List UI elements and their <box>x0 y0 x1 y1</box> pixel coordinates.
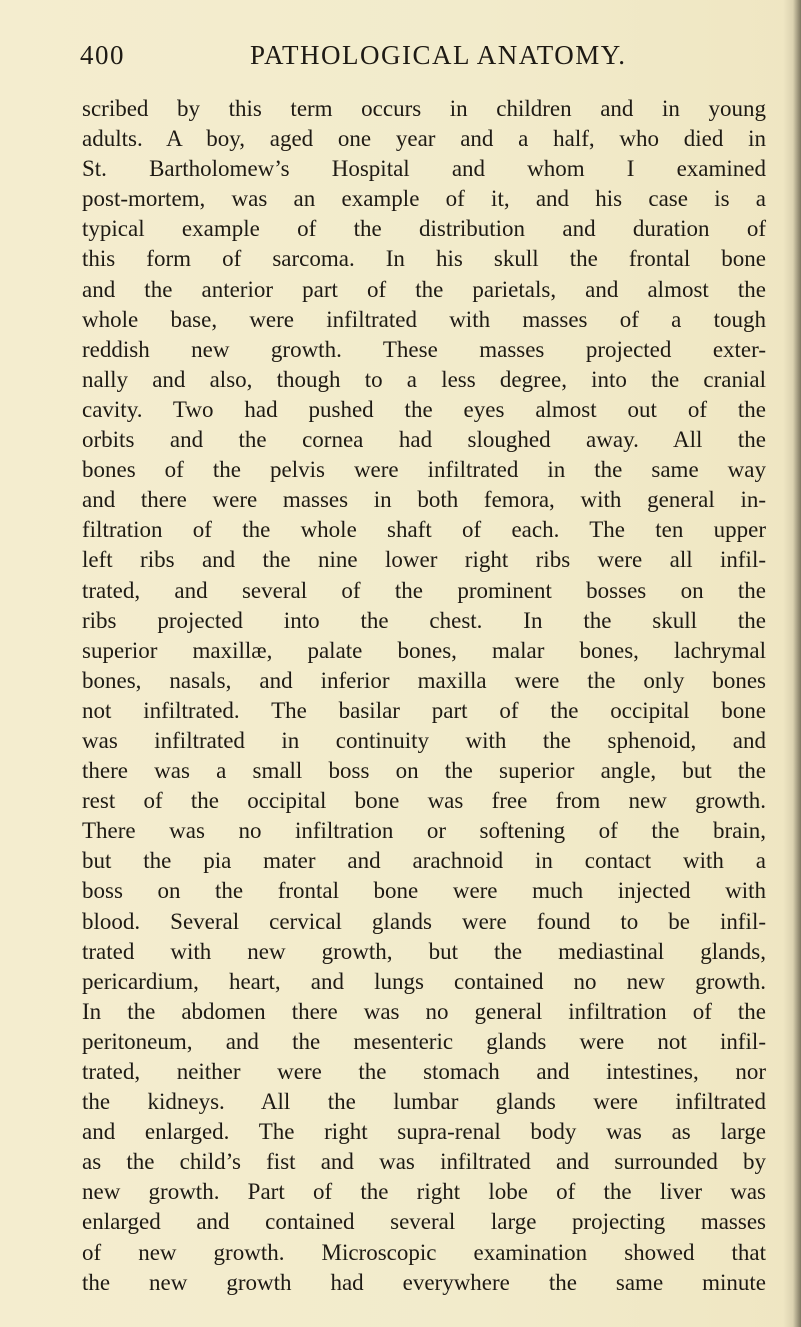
text-line: was infiltrated in continuity with the sphenoid, and <box>82 727 766 753</box>
text-line: post-mortem, was an example of it, and his case is a <box>82 186 766 212</box>
text-line: typical example of the distribution and duration of <box>82 216 766 242</box>
text-line: blood. Several cervical glands were found to be infil- <box>82 908 766 934</box>
text-line: this form of sarcoma. In his skull the frontal bone <box>82 246 766 272</box>
text-line: superior maxillæ, palate bones, malar bones, lachrymal <box>82 637 766 663</box>
text-line: bones, nasals, and inferior maxilla were the only bones <box>82 667 766 693</box>
text-line: adults. A boy, aged one year and a half, who died in <box>82 126 766 152</box>
text-line: rest of the occipital bone was free from new growth. <box>82 788 766 814</box>
text-line: In the abdomen there was no general infiltration of the <box>82 998 766 1024</box>
text-line: pericardium, heart, and lungs contained no new growth. <box>82 968 766 994</box>
text-line: trated with new growth, but the mediastinal glands, <box>82 938 766 964</box>
text-line: peritoneum, and the mesenteric glands were not infil- <box>82 1028 766 1054</box>
text-line: There was no infiltration or softening of the brain, <box>82 818 766 844</box>
text-line: cavity. Two had pushed the eyes almost out of the <box>82 396 766 422</box>
text-line: and there were masses in both femora, with general in- <box>82 487 766 513</box>
text-line: reddish new growth. These masses projected exter- <box>82 336 766 362</box>
text-line: nally and also, though to a less degree, into the cranial <box>82 366 766 392</box>
text-line: the new growth had everywhere the same minute <box>82 1269 766 1295</box>
text-line: filtration of the whole shaft of each. The ten upper <box>82 517 766 543</box>
text-line: and the anterior part of the parietals, and almost the <box>82 276 766 302</box>
text-line: scribed by this term occurs in children and in young <box>82 96 766 121</box>
body-text <box>82 94 766 1298</box>
text-line: left ribs and the nine lower right ribs were all infil- <box>82 547 766 573</box>
text-line: the kidneys. All the lumbar glands were infiltrated <box>82 1089 766 1115</box>
text-line: new growth. Part of the right lobe of the liver was <box>82 1179 766 1205</box>
text-line: there was a small boss on the superior angle, but the <box>82 758 766 784</box>
page-header <box>80 40 740 80</box>
text-line: and enlarged. The right supra-renal body was as large <box>82 1119 766 1145</box>
text-line: but the pia mater and arachnoid in contact with a <box>82 848 766 874</box>
text-line: as the child’s fist and was infiltrated and surrounded by <box>82 1149 766 1175</box>
text-line: not infiltrated. The basilar part of the occipital bone <box>82 697 766 723</box>
text-line: orbits and the cornea had sloughed away. All the <box>82 427 766 453</box>
text-line: bones of the pelvis were infiltrated in the same way <box>82 457 766 483</box>
text-line: boss on the frontal bone were much injected with <box>82 878 766 904</box>
text-line: ribs projected into the chest. In the skull the <box>82 607 766 633</box>
text-line: enlarged and contained several large projecting masses <box>82 1209 766 1235</box>
page-number: 400 <box>80 40 125 70</box>
running-title: PATHOLOGICAL ANATOMY. <box>250 40 627 70</box>
text-line: whole base, were infiltrated with masses of a tough <box>82 306 766 332</box>
page-edge-shadow <box>783 0 801 1327</box>
text-line: St. Bartholomew’s Hospital and whom I examined <box>82 156 766 182</box>
text-line: of new growth. Microscopic examination showed that <box>82 1239 766 1265</box>
text-line: trated, neither were the stomach and intestines, nor <box>82 1059 766 1084</box>
text-line: trated, and several of the prominent bosses on the <box>82 577 766 603</box>
